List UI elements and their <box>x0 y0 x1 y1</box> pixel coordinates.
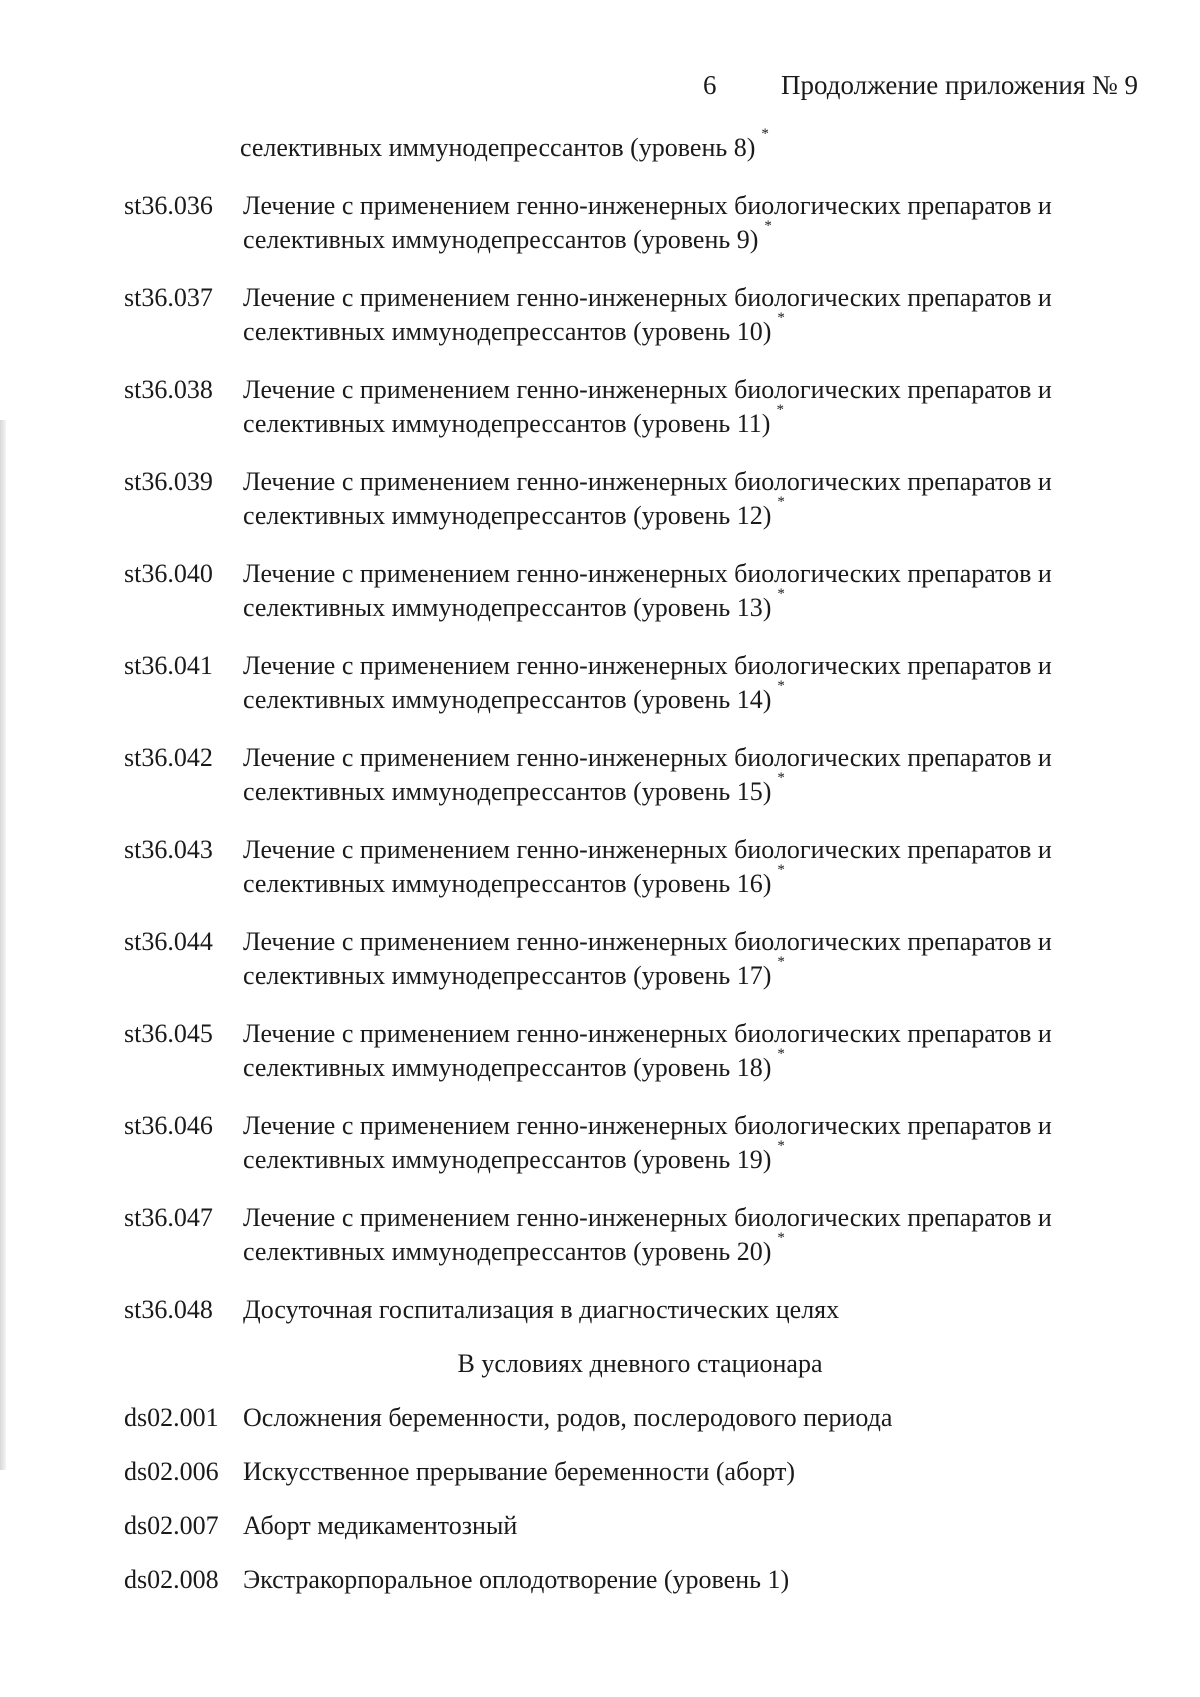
asterisk-mark: * <box>777 1138 785 1154</box>
list-item <box>0 189 1200 281</box>
item-line-2: селективных иммунодепрессантов (уровень 12) * <box>243 494 785 530</box>
list-item <box>0 1109 1200 1201</box>
item-line-1: Лечение с применением генно-инженерных биологических препаратов и <box>243 651 1052 680</box>
asterisk-mark: * <box>777 310 785 326</box>
asterisk-mark: * <box>777 770 785 786</box>
item-line-2: селективных иммунодепрессантов (уровень 17) * <box>243 954 785 990</box>
asterisk-mark: * <box>777 1046 785 1062</box>
item-description: Досуточная госпитализация в диагностических целях <box>243 1295 840 1324</box>
item-line-1: Лечение с применением генно-инженерных биологических препаратов и <box>243 743 1052 772</box>
item-code: ds02.006 <box>124 1457 219 1486</box>
item-description <box>243 189 1143 261</box>
list-item <box>0 1201 1200 1293</box>
page-header <box>0 70 1200 110</box>
list-item <box>0 649 1200 741</box>
item-description <box>243 465 1143 537</box>
item-code: st36.041 <box>124 651 213 680</box>
item-code: ds02.008 <box>124 1565 219 1594</box>
item-description <box>243 741 1143 813</box>
item-description: Искусственное прерывание беременности (аборт) <box>243 1457 795 1486</box>
item-code: st36.039 <box>124 467 213 496</box>
item-description <box>243 373 1143 445</box>
item-line-2: селективных иммунодепрессантов (уровень 10) * <box>243 310 785 346</box>
st-item-list <box>0 189 1200 1293</box>
item-line-1: Лечение с применением генно-инженерных биологических препаратов и <box>243 1111 1052 1140</box>
document-body <box>0 126 1200 1617</box>
item-line-1: Лечение с применением генно-инженерных биологических препаратов и <box>243 467 1052 496</box>
item-description: Осложнения беременности, родов, послеродового периода <box>243 1403 893 1432</box>
item-line-1: Лечение с применением генно-инженерных биологических препаратов и <box>243 927 1052 956</box>
item-description <box>243 1109 1143 1181</box>
item-line-2: селективных иммунодепрессантов (уровень 11) * <box>243 402 784 438</box>
item-description <box>243 281 1143 353</box>
asterisk-mark: * <box>777 494 785 510</box>
item-description <box>243 925 1143 997</box>
item-line-1: Лечение с применением генно-инженерных биологических препаратов и <box>243 835 1052 864</box>
list-item-st36-048 <box>0 1293 1200 1347</box>
list-item <box>0 465 1200 557</box>
continuation-text <box>240 126 1140 169</box>
item-code: st36.040 <box>124 559 213 588</box>
asterisk-mark: * <box>764 218 772 234</box>
asterisk-mark: * <box>777 1230 785 1246</box>
ds-item-list <box>0 1401 1200 1617</box>
list-item <box>0 741 1200 833</box>
continuation-row <box>0 126 1200 189</box>
item-line-2: селективных иммунодепрессантов (уровень 9) * <box>243 218 772 254</box>
item-description <box>243 649 1143 721</box>
item-description <box>243 833 1143 905</box>
asterisk-mark: * <box>777 954 785 970</box>
item-line-2: селективных иммунодепрессантов (уровень 15) * <box>243 770 785 806</box>
section-title: В условиях дневного стационара <box>457 1349 823 1378</box>
continuation-line: селективных иммунодепрессантов (уровень 8) <box>240 133 756 162</box>
list-item <box>0 373 1200 465</box>
item-description: Экстракорпоральное оплодотворение (уровень 1) <box>243 1565 790 1594</box>
item-line-2: селективных иммунодепрессантов (уровень 16) * <box>243 862 785 898</box>
page-number: 6 <box>703 70 717 100</box>
item-line-2: селективных иммунодепрессантов (уровень 14) * <box>243 678 785 714</box>
item-description: Аборт медикаментозный <box>243 1511 518 1540</box>
list-item <box>0 1017 1200 1109</box>
list-item <box>0 833 1200 925</box>
asterisk-mark: * <box>776 402 784 418</box>
item-code: st36.048 <box>124 1295 213 1324</box>
item-code: st36.047 <box>124 1203 213 1232</box>
list-item <box>0 1401 1200 1455</box>
item-line-1: Лечение с применением генно-инженерных биологических препаратов и <box>243 1203 1052 1232</box>
item-line-1: Лечение с применением генно-инженерных биологических препаратов и <box>243 191 1052 220</box>
item-line-2: селективных иммунодепрессантов (уровень 19) * <box>243 1138 785 1174</box>
item-line-1: Лечение с применением генно-инженерных биологических препаратов и <box>243 559 1052 588</box>
item-code: st36.038 <box>124 375 213 404</box>
item-code: st36.044 <box>124 927 213 956</box>
asterisk-mark: * <box>777 678 785 694</box>
list-item <box>0 1455 1200 1509</box>
header-title: Продолжение приложения № 9 <box>781 70 1139 100</box>
list-item <box>0 925 1200 1017</box>
list-item <box>0 281 1200 373</box>
item-code: st36.043 <box>124 835 213 864</box>
asterisk-mark: * <box>761 126 769 142</box>
list-item <box>0 557 1200 649</box>
item-code: st36.036 <box>124 191 213 220</box>
asterisk-mark: * <box>777 862 785 878</box>
asterisk-mark: * <box>777 586 785 602</box>
item-description <box>243 1201 1143 1273</box>
item-description <box>243 1017 1143 1089</box>
item-line-2: селективных иммунодепрессантов (уровень 20) * <box>243 1230 785 1266</box>
item-code: st36.042 <box>124 743 213 772</box>
item-description <box>243 557 1143 629</box>
list-item <box>0 1563 1200 1617</box>
item-code: st36.046 <box>124 1111 213 1140</box>
item-line-1: Лечение с применением генно-инженерных биологических препаратов и <box>243 283 1052 312</box>
item-code: st36.037 <box>124 283 213 312</box>
item-line-2: селективных иммунодепрессантов (уровень 13) * <box>243 586 785 622</box>
item-line-1: Лечение с применением генно-инженерных биологических препаратов и <box>243 375 1052 404</box>
item-code: ds02.007 <box>124 1511 219 1540</box>
item-code: ds02.001 <box>124 1403 219 1432</box>
item-line-2: селективных иммунодепрессантов (уровень 18) * <box>243 1046 785 1082</box>
list-item <box>0 1509 1200 1563</box>
item-line-1: Лечение с применением генно-инженерных биологических препаратов и <box>243 1019 1052 1048</box>
item-code: st36.045 <box>124 1019 213 1048</box>
